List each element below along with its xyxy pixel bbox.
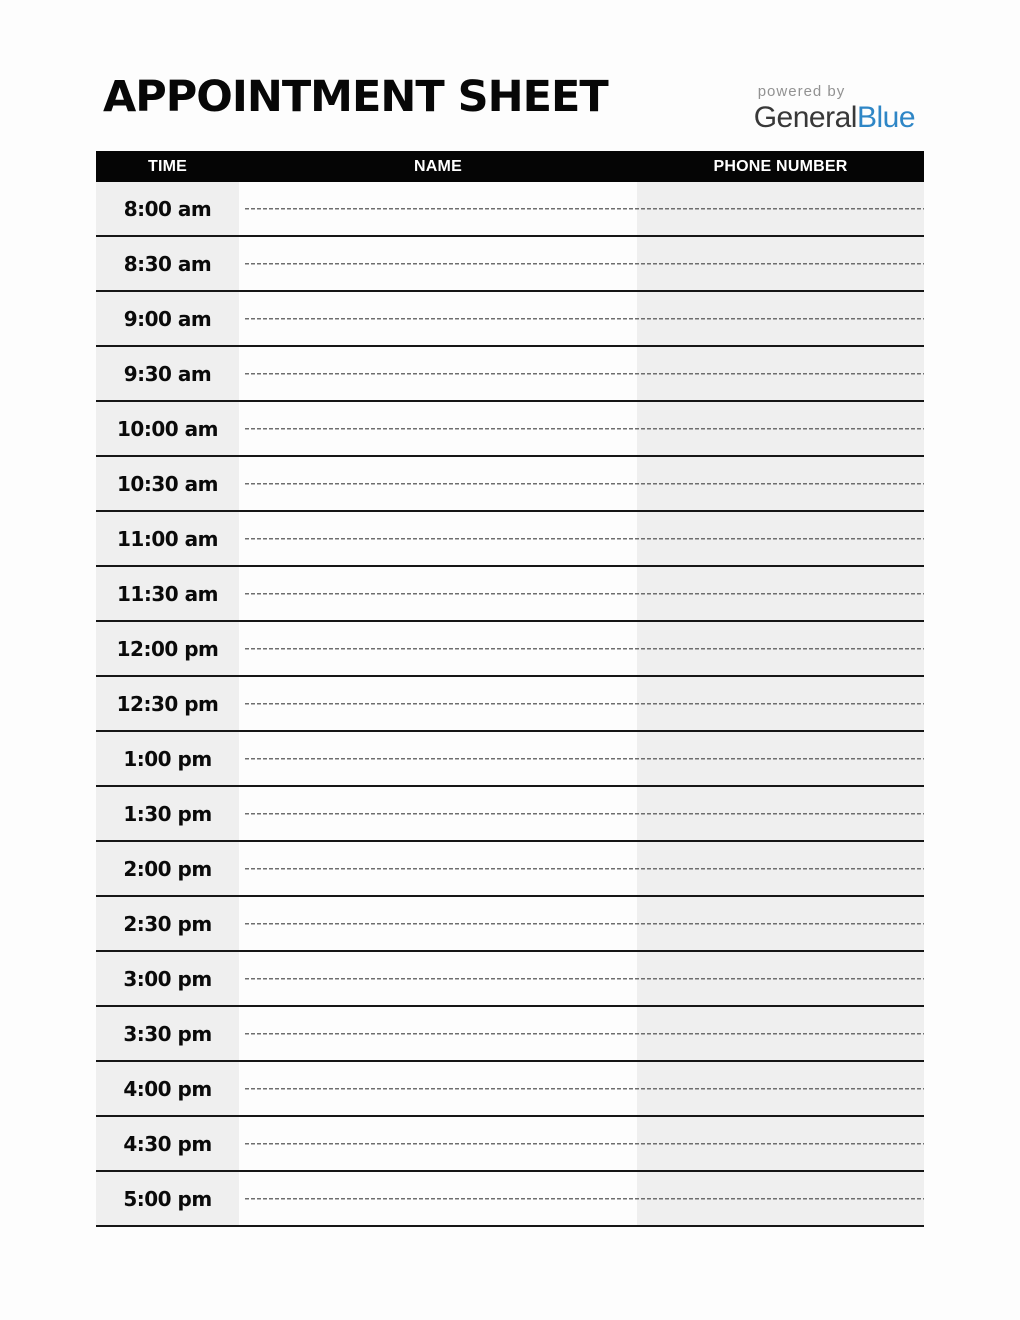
time-cell [96,897,239,950]
time-cell [96,842,239,895]
time-slot-label: 1:30 pm [123,801,212,826]
time-cell [96,787,239,840]
time-slot-label: 12:30 pm [116,691,219,716]
table-row [96,567,924,622]
table-row [96,787,924,842]
time-slot-label: 10:30 am [117,471,218,496]
time-cell [96,237,239,290]
table-row [96,347,924,402]
fill-in-line [245,648,924,650]
time-slot-label: 1:00 pm [123,746,212,771]
table-row [96,457,924,512]
table-row [96,1007,924,1062]
powered-by-label: powered by [757,83,846,100]
table-row [96,292,924,347]
time-slot-label: 2:30 pm [123,911,212,936]
time-slot-label: 5:00 pm [123,1186,212,1211]
brand-general-text: General [753,100,857,134]
table-row [96,677,924,732]
header-cell-time: TIME [147,157,188,175]
table-row [96,237,924,292]
fill-in-line [245,538,924,540]
time-slot-label: 9:00 am [123,306,212,331]
fill-in-line [245,703,924,705]
time-slot-label: 4:30 pm [123,1131,212,1156]
table-row [96,1062,924,1117]
time-cell [96,622,239,675]
page-title: APPOINTMENT SHEET [103,72,608,122]
table-row [96,1172,924,1227]
time-cell [96,677,239,730]
fill-in-line [245,1033,924,1035]
fill-in-line [245,318,924,320]
header-cell-phone-number: PHONE NUMBER [713,157,848,175]
time-cell [96,567,239,620]
fill-in-line [245,593,924,595]
time-cell [96,292,239,345]
table-row [96,182,924,237]
time-cell [96,347,239,400]
time-slot-label: 2:00 pm [123,856,212,881]
fill-in-line [245,868,924,870]
table-header-row [96,151,924,182]
time-slot-label: 11:30 am [117,581,218,606]
time-slot-label: 3:30 pm [123,1021,212,1046]
time-slot-label: 12:00 pm [116,636,219,661]
time-cell [96,952,239,1005]
brand-wordmark [754,102,915,134]
time-cell [96,1117,239,1170]
time-slot-label: 11:00 am [117,526,218,551]
table-row [96,622,924,677]
table-row [96,402,924,457]
time-slot-label: 3:00 pm [123,966,212,991]
table-row [96,952,924,1007]
time-cell [96,512,239,565]
fill-in-line [245,263,924,265]
fill-in-line [245,1198,924,1200]
table-row [96,842,924,897]
time-slot-label: 4:00 pm [123,1076,212,1101]
time-cell [96,1062,239,1115]
table-row [96,512,924,567]
time-cell [96,457,239,510]
appointment-table [96,151,924,1227]
fill-in-line [245,1088,924,1090]
table-body [96,182,924,1227]
time-slot-label: 8:00 am [123,196,212,221]
time-cell [96,402,239,455]
header-cell-name: NAME [414,157,462,175]
fill-in-line [245,813,924,815]
fill-in-line [245,1143,924,1145]
fill-in-line [245,978,924,980]
fill-in-line [245,373,924,375]
fill-in-line [245,208,924,210]
time-slot-label: 8:30 am [123,251,212,276]
brand-logo [754,84,915,133]
time-cell [96,1172,239,1225]
fill-in-line [245,923,924,925]
fill-in-line [245,428,924,430]
table-row [96,1117,924,1172]
time-slot-label: 10:00 am [117,416,218,441]
table-row [96,897,924,952]
fill-in-line [245,758,924,760]
time-cell [96,182,239,235]
time-slot-label: 9:30 am [123,361,212,386]
table-row [96,732,924,787]
brand-blue-text: Blue [856,100,915,134]
fill-in-line [245,483,924,485]
time-cell [96,732,239,785]
time-cell [96,1007,239,1060]
